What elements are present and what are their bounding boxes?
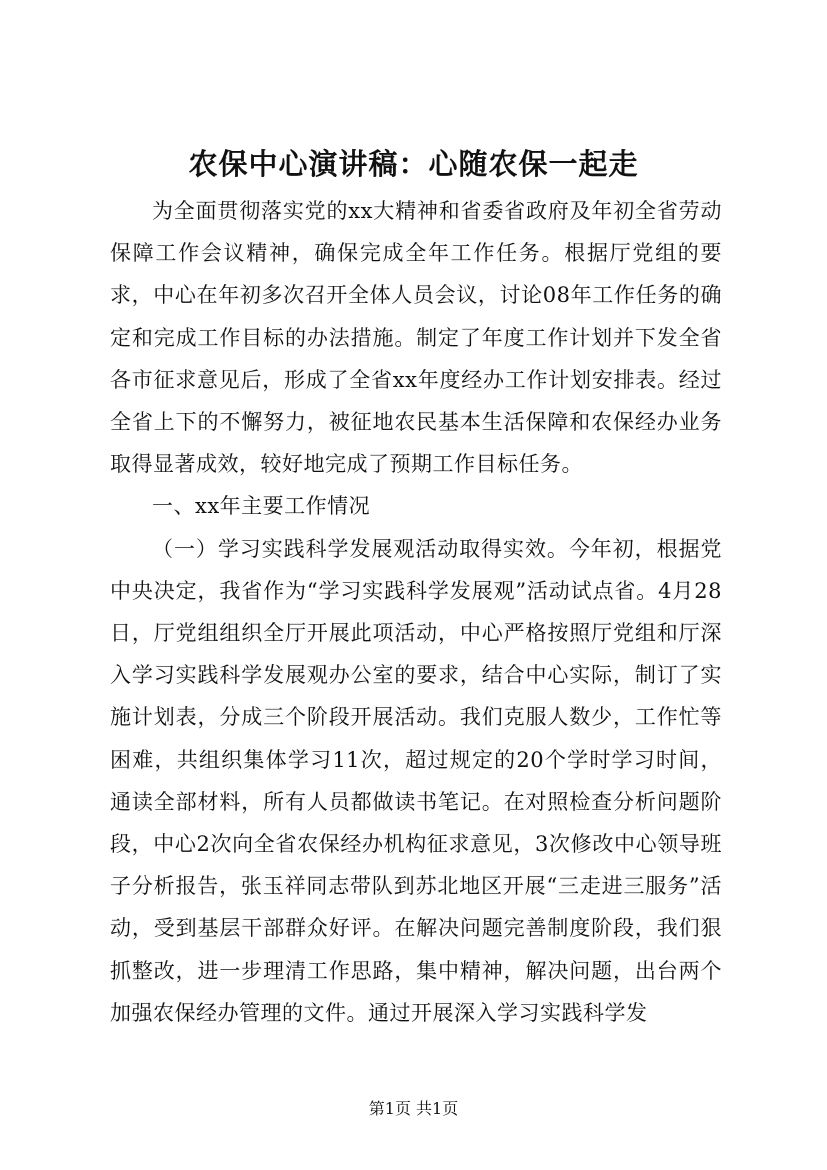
page-footer: 第1页 共1页 [368, 1099, 459, 1118]
intro-paragraph: 为全面贯彻落实党的xx大精神和省委省政府及年初全省劳动保障工作会议精神，确保完成全年工作任务。根据厅党组的要求，中心在年初多次召开全体人员会议，讨论08年工作任务的确定和完成工作目标的办法措施。制定了年度工作计划并下发全省各市征求意见后，形成了全省xx年度经办工作计划安排表。经过全省上下的不懈努力，被征地农民基本生活保障和农保经办业务取得显著成效，较好地完成了预期工作目标任务。 [110, 199, 722, 477]
section-paragraph: （一）学习实践科学发展观活动取得实效。今年初，根据党中央决定，我省作为“学习实践科学发展观”活动试点省。4月28日，厅党组组织全厅开展此项活动，中心严格按照厅党组和厅深入学习实践科学发展观办公室的要求，结合中心实际，制订了实施计划表，分成三个阶段开展活动。我们克服人数少，工作忙等困难，共组织集体学习11次，超过规定的20个学时学习时间，通读全部材料，所有人员都做读书笔记。在对照检查分析问题阶段，中心2次向全省农保经办机构征求意见，3次修改中心领导班子分析报告，张玉祥同志带队到苏北地区开展“三走进三服务”活动，受到基层干部群众好评。在解决问题完善制度阶段，我们狠抓整改，进一步理清工作思路，集中精神，解决问题，出台两个加强农保经办管理的文件。通过开展深入学习实践科学发 [110, 536, 722, 1025]
section-heading: 一、xx年主要工作情况 [152, 494, 371, 519]
document-body [110, 190, 722, 1034]
document-title: 农保中心演讲稿：心随农保一起走 [188, 147, 639, 181]
